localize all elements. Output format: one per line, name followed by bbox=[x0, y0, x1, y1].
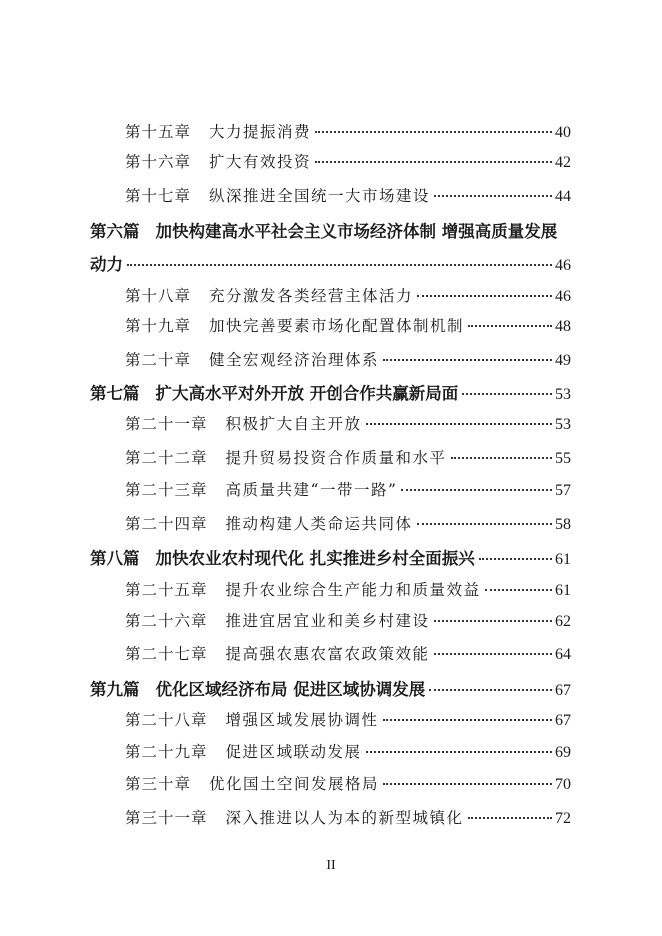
toc-chapter-title: 提升农业综合生产能力和质量效益 bbox=[225, 581, 481, 599]
toc-chapter-title: 提升贸易投资合作质量和水平 bbox=[225, 449, 447, 467]
toc-chapter-title: 增强区域发展协调性 bbox=[225, 711, 379, 729]
toc-part-title-continued: 动力 bbox=[90, 255, 123, 274]
toc-chapter-label: 第二十七章 bbox=[125, 645, 208, 663]
toc-page-number: 61 bbox=[555, 582, 571, 599]
toc-chapter-title: 充分激发各类经营主体活力 bbox=[209, 287, 414, 305]
toc-chapter-title: 深入推进以人为本的新型城镇化 bbox=[225, 809, 464, 827]
toc-chapter-label: 第三十章 bbox=[125, 775, 192, 793]
toc-chapter-entry[interactable] bbox=[125, 284, 571, 306]
toc-chapter-title: 促进区域联动发展 bbox=[225, 743, 362, 761]
toc-page-number: 44 bbox=[555, 188, 571, 205]
toc-page-number: 62 bbox=[555, 613, 571, 630]
toc-chapter-entry[interactable] bbox=[125, 609, 571, 631]
toc-part-title: 加快农业农村现代化 扎实推进乡村全面振兴 bbox=[155, 549, 475, 568]
toc-chapter-entry[interactable] bbox=[125, 740, 571, 762]
toc-chapter-title: 积极扩大自主开放 bbox=[225, 415, 362, 433]
toc-part-entry[interactable] bbox=[90, 380, 571, 404]
dot-leader bbox=[451, 457, 552, 459]
toc-chapter-label: 第十七章 bbox=[125, 187, 192, 205]
toc-chapter-title: 推进宜居宜业和美乡村建设 bbox=[225, 612, 430, 630]
dot-leader bbox=[315, 131, 552, 133]
dot-leader bbox=[485, 589, 552, 591]
toc-part-label: 第七篇 bbox=[90, 384, 140, 403]
toc-chapter-entry[interactable] bbox=[125, 314, 571, 336]
toc-page-number: 64 bbox=[555, 646, 571, 663]
dot-leader bbox=[417, 523, 552, 525]
toc-chapter-entry[interactable] bbox=[125, 184, 571, 206]
toc-page-number: 46 bbox=[555, 257, 571, 274]
toc-page-number: 58 bbox=[555, 516, 571, 533]
toc-chapter-label: 第十六章 bbox=[125, 153, 192, 171]
toc-chapter-label: 第二十五章 bbox=[125, 581, 208, 599]
page-number-footer: II bbox=[326, 858, 336, 873]
toc-chapter-title: 大力提振消费 bbox=[209, 123, 312, 141]
dot-leader bbox=[383, 359, 552, 361]
toc-page-number: 42 bbox=[555, 154, 571, 171]
toc-chapter-label: 第三十一章 bbox=[125, 809, 208, 827]
toc-part-entry-continued[interactable] bbox=[90, 251, 571, 275]
toc-chapter-title: 推动构建人类命运共同体 bbox=[225, 515, 413, 533]
toc-chapter-entry[interactable] bbox=[125, 512, 571, 534]
toc-part-title: 优化区域经济布局 促进区域协调发展 bbox=[155, 680, 426, 699]
toc-chapter-title: 扩大有效投资 bbox=[209, 153, 312, 171]
dot-leader bbox=[429, 689, 552, 691]
toc-page-number: 49 bbox=[555, 352, 571, 369]
toc-chapter-entry[interactable] bbox=[125, 772, 571, 794]
toc-chapter-title: 提高强农惠农富农政策效能 bbox=[225, 645, 430, 663]
toc-page-number: 40 bbox=[555, 124, 571, 141]
dot-leader bbox=[366, 751, 552, 753]
toc-page-number: 67 bbox=[555, 682, 571, 699]
toc-chapter-entry[interactable] bbox=[125, 806, 571, 828]
toc-chapter-title: 健全宏观经济治理体系 bbox=[209, 351, 380, 369]
toc-chapter-entry[interactable] bbox=[125, 642, 571, 664]
toc-chapter-entry[interactable] bbox=[125, 412, 571, 434]
dot-leader bbox=[479, 558, 552, 560]
dot-leader bbox=[434, 653, 552, 655]
toc-chapter-entry[interactable] bbox=[125, 120, 571, 142]
dot-leader bbox=[383, 783, 552, 785]
toc-page-number: 48 bbox=[555, 318, 571, 335]
toc-page-number: 55 bbox=[555, 450, 571, 467]
toc-chapter-label: 第十五章 bbox=[125, 123, 192, 141]
toc-chapter-entry[interactable] bbox=[125, 578, 571, 600]
dot-leader bbox=[468, 817, 552, 819]
toc-part-entry[interactable] bbox=[90, 218, 571, 242]
toc-page-number: 67 bbox=[555, 712, 571, 729]
dot-leader bbox=[468, 325, 552, 327]
dot-leader bbox=[315, 161, 552, 163]
toc-part-label: 第八篇 bbox=[90, 549, 140, 568]
toc-part-entry[interactable] bbox=[90, 545, 571, 569]
toc-chapter-label: 第二十四章 bbox=[125, 515, 208, 533]
toc-page-number: 57 bbox=[555, 482, 571, 499]
toc-chapter-label: 第二十章 bbox=[125, 351, 192, 369]
toc-chapter-label: 第十九章 bbox=[125, 317, 192, 335]
dot-leader bbox=[434, 195, 552, 197]
toc-chapter-title: 纵深推进全国统一大市场建设 bbox=[209, 187, 431, 205]
toc-page-number: 61 bbox=[555, 551, 571, 568]
toc-chapter-title: 加快完善要素市场化配置体制机制 bbox=[209, 317, 465, 335]
toc-part-label: 第九篇 bbox=[90, 680, 140, 699]
toc-chapter-entry[interactable] bbox=[125, 478, 571, 500]
toc-chapter-label: 第二十九章 bbox=[125, 743, 208, 761]
toc-chapter-entry[interactable] bbox=[125, 348, 571, 370]
toc-chapter-label: 第二十三章 bbox=[125, 481, 208, 499]
toc-part-entry[interactable] bbox=[90, 676, 571, 700]
dot-leader bbox=[417, 295, 552, 297]
toc-page-number: 53 bbox=[555, 386, 571, 403]
toc-chapter-label: 第二十一章 bbox=[125, 415, 208, 433]
dot-leader bbox=[366, 423, 552, 425]
toc-part-label: 第六篇 bbox=[90, 222, 140, 241]
toc-part-title: 扩大高水平对外开放 开创合作共赢新局面 bbox=[155, 384, 459, 403]
toc-chapter-label: 第二十八章 bbox=[125, 711, 208, 729]
toc-chapter-label: 第二十六章 bbox=[125, 612, 208, 630]
toc-chapter-entry[interactable] bbox=[125, 708, 571, 730]
toc-chapter-entry[interactable] bbox=[125, 446, 571, 468]
dot-leader bbox=[127, 264, 552, 266]
dot-leader bbox=[401, 489, 552, 491]
toc-chapter-entry[interactable] bbox=[125, 150, 571, 172]
toc-page-number: 53 bbox=[555, 416, 571, 433]
toc-chapter-title: 高质量共建“一带一路” bbox=[225, 481, 398, 499]
toc-part-title: 加快构建高水平社会主义市场经济体制 增强高质量发展 bbox=[155, 222, 558, 241]
toc-chapter-label: 第二十二章 bbox=[125, 449, 208, 467]
toc-chapter-label: 第十八章 bbox=[125, 287, 192, 305]
dot-leader bbox=[383, 719, 552, 721]
dot-leader bbox=[462, 393, 552, 395]
toc-chapter-title: 优化国土空间发展格局 bbox=[209, 775, 380, 793]
toc-page-number: 70 bbox=[555, 776, 571, 793]
toc-page-number: 72 bbox=[555, 810, 571, 827]
toc-page-number: 46 bbox=[555, 288, 571, 305]
dot-leader bbox=[434, 620, 552, 622]
toc-page-number: 69 bbox=[555, 744, 571, 761]
